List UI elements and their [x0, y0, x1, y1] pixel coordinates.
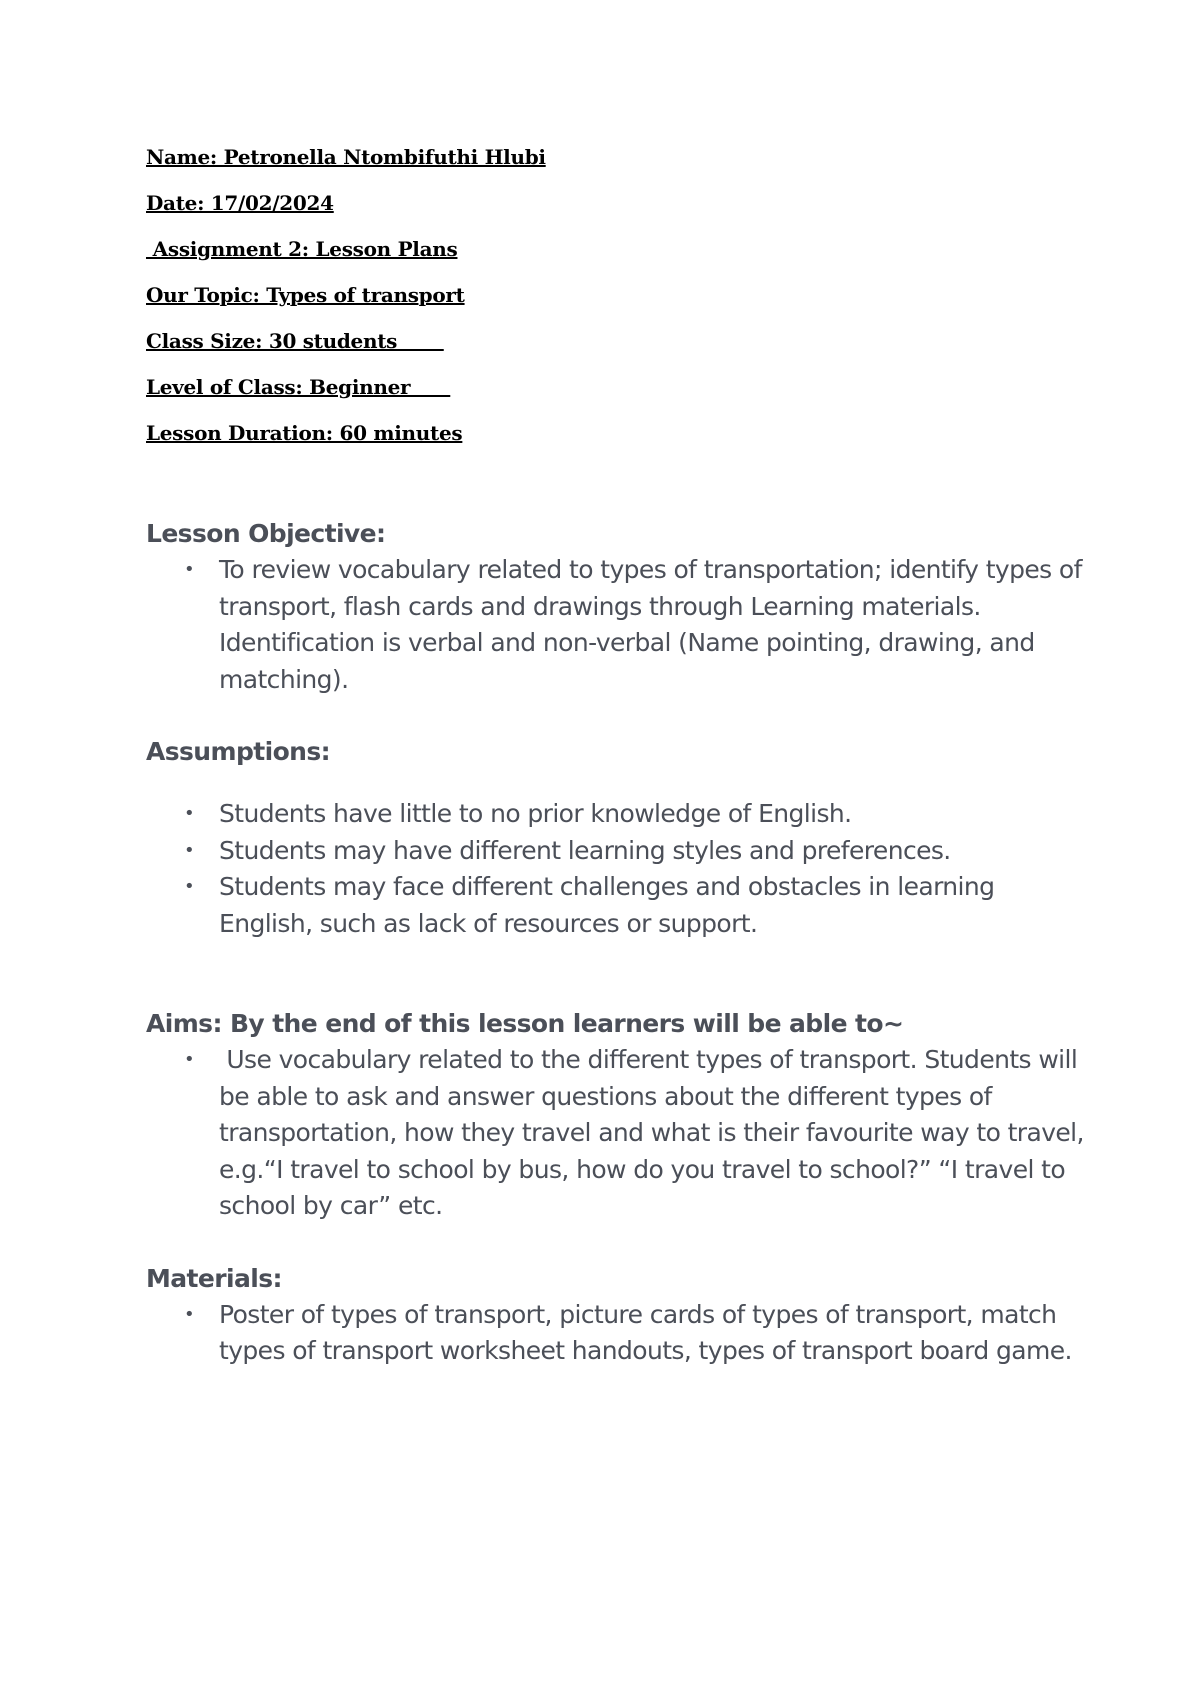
- aims-section: [146, 1006, 1092, 1225]
- bullet-icon: •: [184, 803, 195, 824]
- list-item: [146, 869, 1086, 942]
- lesson-duration: Lesson Duration: 60 minutes: [146, 421, 463, 445]
- list-item: [146, 833, 1086, 870]
- document-header: [146, 144, 546, 466]
- materials-section: [146, 1261, 1086, 1370]
- assumptions-heading: Assumptions:: [146, 737, 331, 766]
- list-item: [146, 552, 1086, 698]
- assignment-title: Assignment 2: Lesson Plans: [146, 237, 458, 261]
- class-size: Class Size: 30 students: [146, 329, 444, 353]
- list-item-text: Poster of types of transport, picture cards of types of transport, match types of transport worksheet handouts, types of transport board game.: [219, 1299, 1072, 1365]
- list-item-text: Use vocabulary related to the different types of transport. Students will be able to ask and answer questions about the different types of transportation, how they travel and what is their favourite way to travel, e.g.“I travel to school by bus, how do you travel to school?” “I travel to school by car” etc.: [219, 1045, 1092, 1220]
- topic: Our Topic: Types of transport: [146, 283, 465, 307]
- list-item: [146, 1297, 1086, 1370]
- assumptions-list: [146, 796, 1086, 942]
- aims-heading: Aims: By the end of this lesson learners will be able to~: [146, 1009, 904, 1038]
- bullet-icon: •: [184, 559, 195, 580]
- student-name: Name: Petronella Ntombifuthi Hlubi: [146, 145, 546, 169]
- assumptions-section: [146, 734, 1086, 942]
- list-item-text: To review vocabulary related to types of transportation; identify types of transport, flash cards and drawings through Learning materials. Identification is verbal and non-verbal (Name pointing, drawing, and matching).: [219, 555, 1082, 694]
- list-item-text: Students may have different learning styles and preferences.: [219, 835, 951, 865]
- bullet-icon: •: [184, 876, 195, 897]
- date: Date: 17/02/2024: [146, 191, 334, 215]
- objective-list: [146, 552, 1086, 698]
- list-item-text: Students may face different challenges and obstacles in learning English, such as lack of resources or support.: [219, 872, 995, 938]
- objective-section: [146, 516, 1086, 698]
- bullet-icon: •: [184, 1303, 195, 1325]
- aims-list: [146, 1042, 1092, 1225]
- materials-heading: Materials:: [146, 1263, 282, 1293]
- document-body: [146, 516, 1092, 1370]
- materials-list: [146, 1297, 1086, 1370]
- class-level: Level of Class: Beginner: [146, 375, 451, 399]
- list-item: [146, 1042, 1092, 1225]
- bullet-icon: •: [184, 839, 195, 861]
- objective-heading: Lesson Objective:: [146, 519, 386, 548]
- list-item: [146, 796, 1086, 833]
- list-item-text: Students have little to no prior knowledge of English.: [219, 799, 852, 828]
- bullet-icon: •: [184, 1049, 195, 1070]
